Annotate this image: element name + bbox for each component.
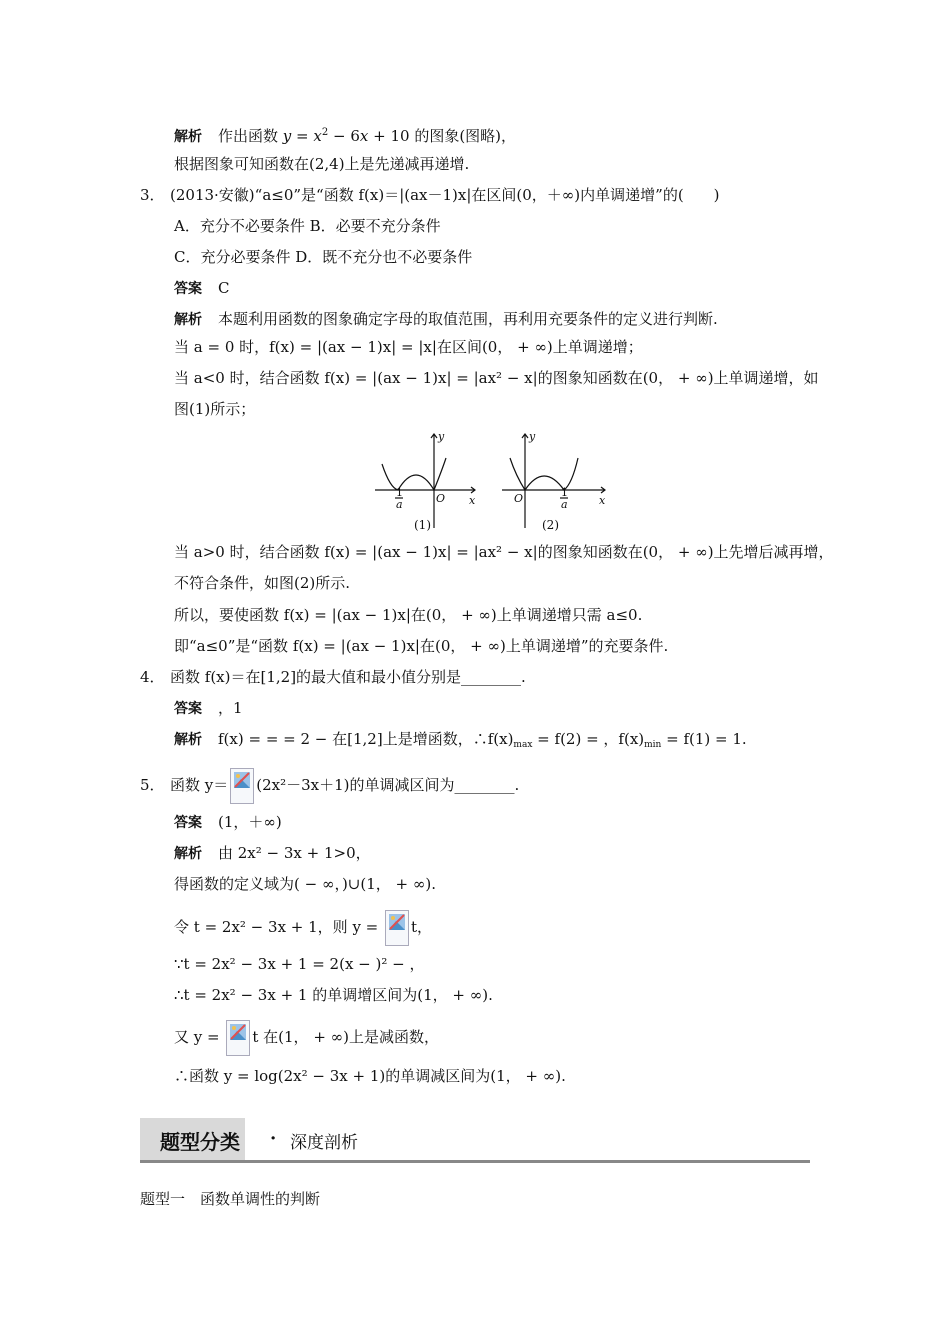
broken-image-icon bbox=[226, 1020, 250, 1056]
fig2-x-label: x bbox=[599, 494, 606, 507]
answer-label: 答案 bbox=[174, 281, 202, 297]
section-title: 题型分类 bbox=[160, 1130, 240, 1154]
fig1-caption: (1) bbox=[414, 518, 431, 532]
fig1-tick-num: 1 bbox=[396, 486, 403, 499]
q5-line3: ∵t = 2x² − 3x + 1 = 2(x − )² − ， bbox=[174, 955, 425, 973]
q2-line2: 根据图象可知函数在(2,4)上是先递减再递增. bbox=[174, 155, 470, 173]
jiexi-label: 解析 bbox=[174, 846, 202, 862]
broken-image-icon bbox=[385, 910, 409, 946]
fig2-origin: O bbox=[514, 492, 524, 505]
topic-heading: 题型一 函数单调性的判断 bbox=[140, 1190, 321, 1208]
q3-line2: 当 a<0 时，结合函数 f(x) = |(ax − 1)x| = |ax² − x|的图象知函数在(0， + ∞)上单调递增，如 bbox=[174, 369, 819, 387]
q5-line1: 得函数的定义域为( − ∞，)∪(1， + ∞). bbox=[174, 875, 436, 893]
answer-label: 答案 bbox=[174, 701, 202, 717]
q3-line4: 当 a>0 时，结合函数 f(x) = |(ax − 1)x| = |ax² − x|的图象知函数在(0， + ∞)上先增后减再增， bbox=[174, 543, 834, 561]
fig2-tick-den: a bbox=[561, 498, 568, 511]
answer-label: 答案 bbox=[174, 815, 202, 831]
q5-line6: ∴函数 y = log(2x² − 3x + 1)的单调减区间为(1， + ∞). bbox=[174, 1067, 566, 1085]
q3-line5: 不符合条件，如图(2)所示. bbox=[174, 574, 351, 592]
q3-line7: 即“a≤0”是“函数 f(x) = |(ax − 1)x|在(0， + ∞)上单调递增”的充要条件. bbox=[174, 637, 669, 655]
fig1-tick-den: a bbox=[396, 498, 403, 511]
q4-stem: 4． 函数 f(x)＝在[1,2]的最大值和最小值分别是________. bbox=[140, 668, 526, 686]
q3-line3: 图(1)所示； bbox=[174, 400, 256, 418]
fig1-x-label: x bbox=[469, 494, 476, 507]
q3-options-cd: C．充分必要条件 D．既不充分也不必要条件 bbox=[174, 248, 473, 266]
q4-answer: 答案 ，1 bbox=[174, 699, 243, 717]
fig2-y-label: y bbox=[529, 430, 536, 443]
q5-line2: 令 t = 2x² − 3x + 1，则 y = t， bbox=[174, 910, 432, 946]
q3-answer: 答案 C bbox=[174, 279, 230, 297]
function-graphs-figure bbox=[370, 428, 620, 538]
section-banner bbox=[140, 1118, 810, 1164]
fig1-origin: O bbox=[436, 492, 446, 505]
jiexi-label: 解析 bbox=[174, 312, 202, 328]
q5-stem: 5． 函数 y＝ (2x²－3x＋1)的单调减区间为________. bbox=[140, 768, 519, 804]
fig2-caption: (2) bbox=[542, 518, 559, 532]
q2-jiexi-line: 解析 作出函数 $y = x^2 - 6x + 10$ 的图象(图略)， bbox=[174, 127, 517, 145]
broken-image-icon bbox=[230, 768, 254, 804]
q5-line4: ∴t = 2x² − 3x + 1 的单调增区间为(1， + ∞). bbox=[174, 986, 493, 1004]
q5-jiexi: 解析 由 2x² − 3x + 1>0， bbox=[174, 844, 371, 862]
q3-options-ab: A．充分不必要条件 B．必要不充分条件 bbox=[174, 217, 441, 235]
section-subtitle: 深度剖析 bbox=[290, 1133, 358, 1153]
q5-answer: 答案 (1，＋∞) bbox=[174, 813, 282, 831]
fig2-tick-num: 1 bbox=[561, 486, 568, 499]
jiexi-label: 解析 bbox=[174, 732, 202, 748]
jiexi-label: 解析 bbox=[174, 129, 202, 145]
q3-line1: 当 a = 0 时，f(x) = |(ax − 1)x| = |x|在区间(0， + ∞)上单调递增； bbox=[174, 338, 643, 356]
q4-jiexi: 解析 f(x) = = = 2 − 在[1,2]上是增函数，$\therefore f(x)_{max} = f(2)$ = ，$f(x)_{min} = f(1) = 1$. bbox=[174, 730, 747, 750]
fig1-y-label: y bbox=[438, 430, 445, 443]
q3-stem: 3． (2013·安徽)“a≤0”是“函数 f(x)＝|(ax－1)x|在区间(0，＋∞)内单调递增”的( ) bbox=[140, 186, 720, 204]
q3-jiexi: 解析 本题利用函数的图象确定字母的取值范围，再利用充要条件的定义进行判断. bbox=[174, 310, 718, 328]
q3-line6: 所以，要使函数 f(x) = |(ax − 1)x|在(0， + ∞)上单调递增只需 a≤0. bbox=[174, 606, 643, 624]
q5-line5: 又 y = t 在(1， + ∞)上是减函数， bbox=[174, 1020, 439, 1056]
section-rule bbox=[140, 1160, 810, 1163]
section-dot: · bbox=[270, 1128, 277, 1149]
